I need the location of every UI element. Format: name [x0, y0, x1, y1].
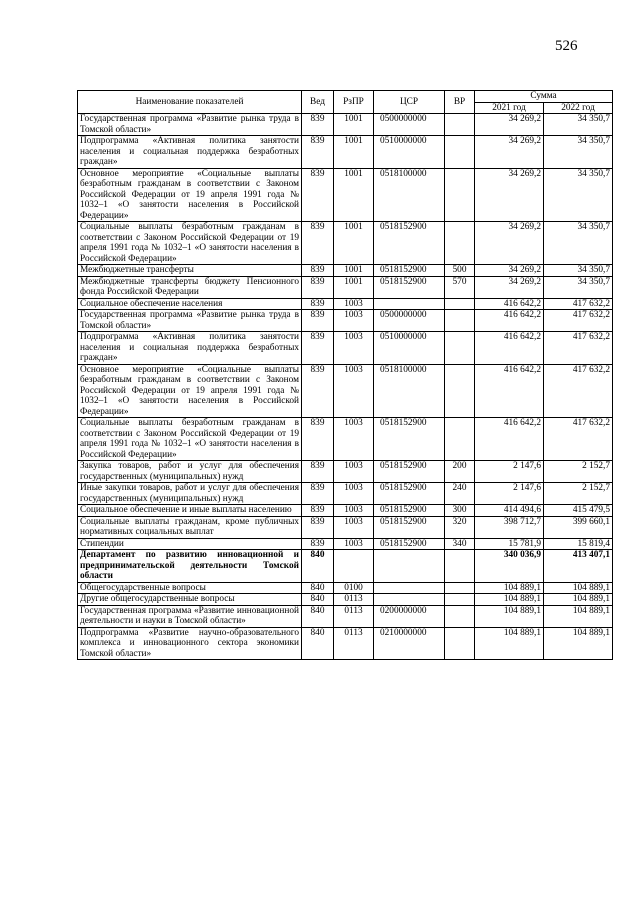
cell-2021: 34 269,2: [475, 265, 544, 277]
table-row: [78, 550, 613, 583]
cell-rzpr: 1001: [334, 222, 374, 265]
cell-rzpr: 0113: [334, 594, 374, 606]
cell-2022: 417 632,2: [544, 298, 613, 310]
cell-2022: 34 350,7: [544, 168, 613, 222]
cell-2022: 34 350,7: [544, 265, 613, 277]
cell-rzpr: 0113: [334, 627, 374, 660]
cell-name: Стипендии: [78, 538, 302, 550]
table-row: [78, 298, 613, 310]
page-number: 526: [555, 38, 578, 54]
cell-ved: 839: [302, 516, 334, 538]
table-row: [78, 364, 613, 418]
header-sum: Сумма: [475, 91, 613, 103]
cell-2022: 15 819,4: [544, 538, 613, 550]
table-row: [78, 276, 613, 298]
cell-vr: [445, 222, 475, 265]
cell-rzpr: 1003: [334, 418, 374, 461]
header-vr: ВР: [445, 91, 475, 114]
table-row: [78, 538, 613, 550]
table-row: [78, 627, 613, 660]
cell-vr: 200: [445, 461, 475, 483]
cell-rzpr: 1003: [334, 332, 374, 365]
header-2022: 2022 год: [544, 102, 613, 114]
cell-2021: 340 036,9: [475, 550, 544, 583]
cell-vr: 500: [445, 265, 475, 277]
cell-name: Подпрограмма «Активная политика занятости населения и социальная поддержка безработных граждан»: [78, 332, 302, 365]
table-row: [78, 516, 613, 538]
cell-name: Социальные выплаты безработным гражданам в соответствии с Законом Российской Федерации от 19 апреля 1991 года № 1032–1 «О занятости населения в Российской Федерации»: [78, 418, 302, 461]
cell-ved: 839: [302, 505, 334, 517]
cell-2022: 417 632,2: [544, 364, 613, 418]
table-header: [78, 91, 613, 114]
cell-2021: 2 147,6: [475, 483, 544, 505]
cell-name: Межбюджетные трансферты: [78, 265, 302, 277]
cell-rzpr: 1001: [334, 136, 374, 169]
cell-csr: 0518100000: [374, 364, 445, 418]
cell-name: Закупка товаров, работ и услуг для обеспечения государственных (муниципальных) нужд: [78, 461, 302, 483]
table-row: [78, 332, 613, 365]
cell-2022: 34 350,7: [544, 114, 613, 136]
cell-2021: 398 712,7: [475, 516, 544, 538]
cell-name: Государственная программа «Развитие рынка труда в Томской области»: [78, 310, 302, 332]
cell-name: Подпрограмма «Развитие научно-образовательного комплекса и инновационного сектора экономики Томской области»: [78, 627, 302, 660]
cell-2021: 104 889,1: [475, 594, 544, 606]
cell-vr: [445, 594, 475, 606]
cell-rzpr: 1003: [334, 538, 374, 550]
cell-name: Межбюджетные трансферты бюджету Пенсионного фонда Российской Федерации: [78, 276, 302, 298]
cell-rzpr: 0100: [334, 582, 374, 594]
cell-rzpr: 1001: [334, 114, 374, 136]
cell-vr: [445, 168, 475, 222]
cell-csr: 0518152900: [374, 265, 445, 277]
table-row: [78, 582, 613, 594]
cell-vr: [445, 364, 475, 418]
cell-rzpr: 1001: [334, 168, 374, 222]
cell-name: Социальное обеспечение населения: [78, 298, 302, 310]
cell-2022: 417 632,2: [544, 310, 613, 332]
cell-2021: 104 889,1: [475, 627, 544, 660]
cell-csr: [374, 550, 445, 583]
cell-rzpr: 1003: [334, 516, 374, 538]
cell-vr: [445, 136, 475, 169]
cell-ved: 839: [302, 310, 334, 332]
table-row: [78, 114, 613, 136]
cell-csr: 0518152900: [374, 538, 445, 550]
cell-name: Другие общегосударственные вопросы: [78, 594, 302, 606]
cell-vr: 570: [445, 276, 475, 298]
cell-vr: 340: [445, 538, 475, 550]
cell-ved: 839: [302, 114, 334, 136]
cell-rzpr: 1003: [334, 505, 374, 517]
cell-name: Общегосударственные вопросы: [78, 582, 302, 594]
cell-2022: 2 152,7: [544, 483, 613, 505]
cell-rzpr: [334, 550, 374, 583]
cell-name: Государственная программа «Развитие рынка труда в Томской области»: [78, 114, 302, 136]
cell-2022: 104 889,1: [544, 594, 613, 606]
table-row: [78, 136, 613, 169]
cell-name: Основное мероприятие «Социальные выплаты безработным гражданам в соответствии с Законом Российской Федерации от 19 апреля 1991 года № 1032–1 «О занятости населения в Российской Федерации»: [78, 168, 302, 222]
cell-csr: 0518152900: [374, 516, 445, 538]
cell-rzpr: 1003: [334, 483, 374, 505]
cell-2021: 414 494,6: [475, 505, 544, 517]
cell-vr: 300: [445, 505, 475, 517]
cell-vr: [445, 332, 475, 365]
cell-ved: 839: [302, 364, 334, 418]
cell-ved: 840: [302, 627, 334, 660]
cell-ved: 840: [302, 582, 334, 594]
cell-ved: 839: [302, 168, 334, 222]
cell-2022: 34 350,7: [544, 222, 613, 265]
cell-csr: [374, 582, 445, 594]
cell-ved: 839: [302, 461, 334, 483]
cell-csr: 0518152900: [374, 505, 445, 517]
cell-ved: 839: [302, 222, 334, 265]
cell-2022: 104 889,1: [544, 605, 613, 627]
cell-2022: 413 407,1: [544, 550, 613, 583]
table-row: [78, 310, 613, 332]
cell-rzpr: 1001: [334, 276, 374, 298]
cell-2021: 34 269,2: [475, 114, 544, 136]
cell-2022: 417 632,2: [544, 418, 613, 461]
cell-vr: [445, 605, 475, 627]
cell-vr: 240: [445, 483, 475, 505]
table-body: [78, 114, 613, 660]
cell-2021: 34 269,2: [475, 276, 544, 298]
cell-name: Подпрограмма «Активная политика занятости населения и социальная поддержка безработных граждан»: [78, 136, 302, 169]
cell-vr: [445, 550, 475, 583]
header-name: Наименование показателей: [78, 91, 302, 114]
cell-rzpr: 1003: [334, 364, 374, 418]
cell-name: Социальные выплаты безработным гражданам в соответствии с Законом Российской Федерации от 19 апреля 1991 года № 1032–1 «О занятости населения в Российской Федерации»: [78, 222, 302, 265]
cell-rzpr: 0113: [334, 605, 374, 627]
cell-ved: 839: [302, 483, 334, 505]
cell-ved: 839: [302, 136, 334, 169]
cell-ved: 839: [302, 332, 334, 365]
cell-ved: 840: [302, 550, 334, 583]
cell-name: Основное мероприятие «Социальные выплаты безработным гражданам в соответствии с Законом Российской Федерации от 19 апреля 1991 года № 1032–1 «О занятости населения в Российской Федерации»: [78, 364, 302, 418]
table-row: [78, 505, 613, 517]
cell-2021: 34 269,2: [475, 222, 544, 265]
header-csr: ЦСР: [374, 91, 445, 114]
header-2021: 2021 год: [475, 102, 544, 114]
cell-2022: 415 479,5: [544, 505, 613, 517]
table-row: [78, 168, 613, 222]
cell-name: Социальное обеспечение и иные выплаты населению: [78, 505, 302, 517]
cell-csr: 0500000000: [374, 114, 445, 136]
cell-vr: [445, 418, 475, 461]
cell-2021: 2 147,6: [475, 461, 544, 483]
cell-csr: 0200000000: [374, 605, 445, 627]
cell-2021: 416 642,2: [475, 418, 544, 461]
cell-vr: [445, 298, 475, 310]
cell-ved: 840: [302, 594, 334, 606]
cell-2022: 104 889,1: [544, 582, 613, 594]
cell-ved: 839: [302, 276, 334, 298]
cell-ved: 839: [302, 265, 334, 277]
table-row: [78, 265, 613, 277]
table-row: [78, 605, 613, 627]
cell-csr: 0510000000: [374, 332, 445, 365]
cell-csr: 0518152900: [374, 276, 445, 298]
cell-rzpr: 1001: [334, 265, 374, 277]
cell-2021: 34 269,2: [475, 168, 544, 222]
cell-2021: 34 269,2: [475, 136, 544, 169]
cell-2022: 2 152,7: [544, 461, 613, 483]
budget-table: [77, 90, 613, 660]
cell-2022: 104 889,1: [544, 627, 613, 660]
table-row: [78, 483, 613, 505]
cell-vr: 320: [445, 516, 475, 538]
cell-2021: 104 889,1: [475, 582, 544, 594]
cell-ved: 839: [302, 538, 334, 550]
table-row: [78, 418, 613, 461]
header-rzpr: РзПР: [334, 91, 374, 114]
cell-2021: 416 642,2: [475, 332, 544, 365]
cell-csr: 0510000000: [374, 136, 445, 169]
table-row: [78, 461, 613, 483]
cell-2021: 15 781,9: [475, 538, 544, 550]
cell-2022: 34 350,7: [544, 276, 613, 298]
cell-vr: [445, 627, 475, 660]
table-row: [78, 594, 613, 606]
cell-2021: 416 642,2: [475, 364, 544, 418]
cell-rzpr: 1003: [334, 310, 374, 332]
cell-csr: 0518152900: [374, 418, 445, 461]
cell-csr: 0210000000: [374, 627, 445, 660]
cell-ved: 839: [302, 418, 334, 461]
cell-2021: 104 889,1: [475, 605, 544, 627]
cell-vr: [445, 310, 475, 332]
cell-vr: [445, 114, 475, 136]
cell-csr: 0518152900: [374, 483, 445, 505]
cell-name: Иные закупки товаров, работ и услуг для обеспечения государственных (муниципальных) нужд: [78, 483, 302, 505]
cell-rzpr: 1003: [334, 298, 374, 310]
cell-ved: 840: [302, 605, 334, 627]
cell-2021: 416 642,2: [475, 298, 544, 310]
cell-2022: 399 660,1: [544, 516, 613, 538]
cell-csr: [374, 594, 445, 606]
cell-csr: 0518100000: [374, 168, 445, 222]
cell-csr: [374, 298, 445, 310]
cell-csr: 0518152900: [374, 222, 445, 265]
header-ved: Вед: [302, 91, 334, 114]
cell-name: Департамент по развитию инновационной и предпринимательской деятельности Томской области: [78, 550, 302, 583]
cell-csr: 0500000000: [374, 310, 445, 332]
cell-2022: 417 632,2: [544, 332, 613, 365]
cell-vr: [445, 582, 475, 594]
table-row: [78, 222, 613, 265]
cell-csr: 0518152900: [374, 461, 445, 483]
cell-ved: 839: [302, 298, 334, 310]
cell-rzpr: 1003: [334, 461, 374, 483]
cell-name: Государственная программа «Развитие инновационной деятельности и науки в Томской области»: [78, 605, 302, 627]
cell-2022: 34 350,7: [544, 136, 613, 169]
cell-name: Социальные выплаты гражданам, кроме публичных нормативных социальных выплат: [78, 516, 302, 538]
cell-2021: 416 642,2: [475, 310, 544, 332]
